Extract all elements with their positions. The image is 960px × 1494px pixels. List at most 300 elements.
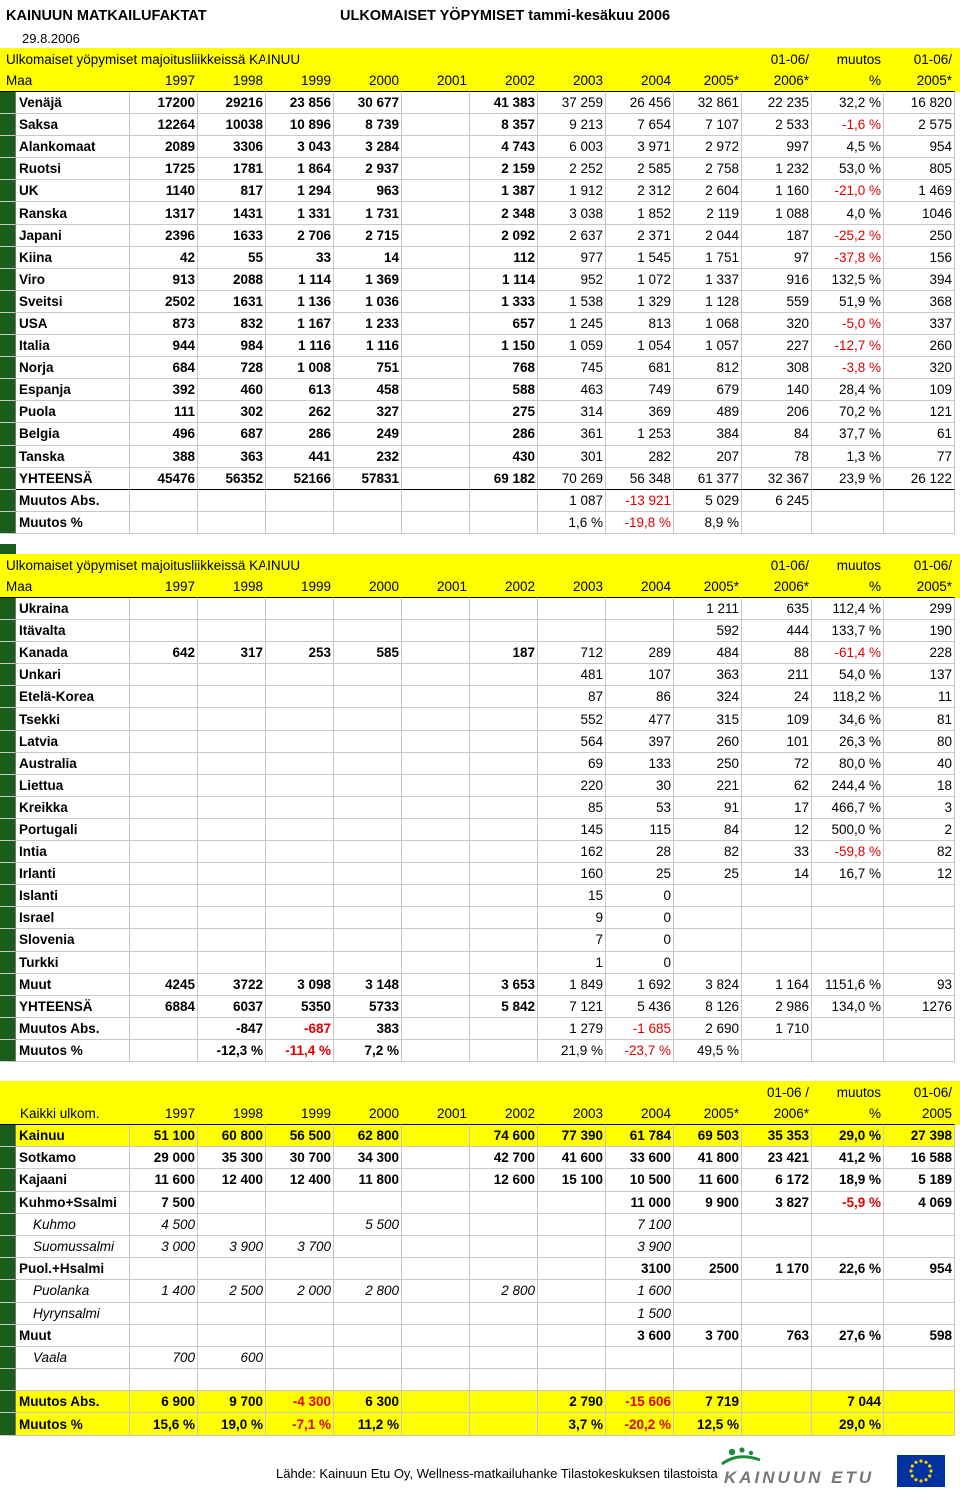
- row-marker-strip: [0, 907, 16, 929]
- data-cell: 12 400: [198, 1169, 266, 1191]
- data-cell: 1 294: [266, 180, 334, 202]
- data-cell: 1 136: [266, 291, 334, 313]
- data-cell: [334, 1369, 402, 1391]
- data-cell: [334, 907, 402, 929]
- data-cell: 6884: [130, 996, 198, 1018]
- header-cell: 01-06/: [884, 554, 955, 576]
- header-cell: 1998: [198, 70, 266, 92]
- data-cell: [402, 598, 470, 620]
- header-cell: 2005*: [674, 576, 742, 598]
- header-cell: 2002: [470, 70, 538, 92]
- data-cell: 481: [538, 664, 606, 686]
- header-cell: 2001: [402, 70, 470, 92]
- data-cell: [266, 1214, 334, 1236]
- data-cell: 16 588: [884, 1147, 955, 1169]
- data-cell: -25,2 %: [812, 225, 884, 247]
- header-cell: 1999: [266, 1103, 334, 1125]
- data-cell: 227: [742, 335, 812, 357]
- data-cell: 42: [130, 247, 198, 269]
- row-marker-strip: [0, 1214, 16, 1236]
- data-cell: [470, 775, 538, 797]
- data-cell: 10 500: [606, 1169, 674, 1191]
- data-cell: 2 500: [198, 1280, 266, 1302]
- data-cell: 250: [674, 753, 742, 775]
- row-marker-strip: [0, 202, 16, 224]
- data-cell: [130, 819, 198, 841]
- header-cell: 01-06/: [884, 48, 955, 70]
- data-cell: [742, 929, 812, 951]
- data-cell: 5 029: [674, 490, 742, 512]
- data-cell: 2 252: [538, 158, 606, 180]
- data-cell: 657: [470, 313, 538, 335]
- data-cell: 11 600: [674, 1169, 742, 1191]
- data-cell: 1 253: [606, 423, 674, 445]
- table-row: [0, 158, 960, 180]
- data-cell: [266, 731, 334, 753]
- data-cell: 10 896: [266, 114, 334, 136]
- data-cell: 29 000: [130, 1147, 198, 1169]
- table-row: [0, 1325, 960, 1347]
- data-cell: 600: [198, 1347, 266, 1369]
- data-cell: 41,2 %: [812, 1147, 884, 1169]
- data-cell: [266, 620, 334, 642]
- data-cell: [812, 1018, 884, 1040]
- data-cell: 388: [130, 446, 198, 468]
- data-cell: [198, 1258, 266, 1280]
- data-cell: 2500: [674, 1258, 742, 1280]
- data-cell: 84: [674, 819, 742, 841]
- header-cell: Maa: [6, 576, 406, 598]
- data-cell: 679: [674, 379, 742, 401]
- data-cell: [470, 708, 538, 730]
- data-cell: 1 400: [130, 1280, 198, 1302]
- data-cell: 12: [742, 819, 812, 841]
- row-label: Saksa: [16, 114, 130, 136]
- data-cell: 62 800: [334, 1125, 402, 1147]
- data-cell: [884, 1347, 955, 1369]
- data-cell: 324: [674, 686, 742, 708]
- header-cell: Ulkomaiset yöpymiset majoitusliikkeissä KAINUU: [6, 48, 406, 70]
- data-cell: 681: [606, 357, 674, 379]
- row-marker-strip: [0, 357, 16, 379]
- data-cell: [674, 1280, 742, 1302]
- row-label: Vaala: [16, 1347, 130, 1369]
- table-row: [0, 686, 960, 708]
- data-cell: 1 333: [470, 291, 538, 313]
- row-label: Muutos %: [16, 1040, 130, 1062]
- data-cell: 944: [130, 335, 198, 357]
- data-cell: 564: [538, 731, 606, 753]
- header-cell: 01-06/: [742, 554, 812, 576]
- data-cell: 3 700: [266, 1236, 334, 1258]
- data-cell: 687: [198, 423, 266, 445]
- row-marker-strip: [0, 996, 16, 1018]
- row-marker-strip: [0, 291, 16, 313]
- data-cell: -3,8 %: [812, 357, 884, 379]
- data-cell: 87: [538, 686, 606, 708]
- data-cell: 1 114: [470, 269, 538, 291]
- data-cell: [402, 1325, 470, 1347]
- data-cell: [334, 819, 402, 841]
- data-cell: 9 900: [674, 1192, 742, 1214]
- data-cell: 41 600: [538, 1147, 606, 1169]
- data-cell: [538, 1369, 606, 1391]
- data-cell: [130, 863, 198, 885]
- data-cell: 308: [742, 357, 812, 379]
- data-cell: 2 715: [334, 225, 402, 247]
- data-cell: 52166: [266, 468, 334, 490]
- row-marker-strip: [0, 974, 16, 996]
- row-label: Puolanka: [16, 1280, 130, 1302]
- data-cell: 751: [334, 357, 402, 379]
- data-cell: 61: [884, 423, 955, 445]
- data-cell: [266, 885, 334, 907]
- data-cell: [130, 1018, 198, 1040]
- header-cell: [266, 1081, 334, 1103]
- data-cell: 6037: [198, 996, 266, 1018]
- data-cell: [402, 136, 470, 158]
- data-cell: 444: [742, 620, 812, 642]
- data-cell: 118,2 %: [812, 686, 884, 708]
- data-cell: [130, 907, 198, 929]
- row-marker-strip: [0, 512, 16, 534]
- table-row: [0, 863, 960, 885]
- data-cell: 2 348: [470, 202, 538, 224]
- data-cell: 363: [198, 446, 266, 468]
- row-marker-strip: [0, 136, 16, 158]
- data-cell: 2 533: [742, 114, 812, 136]
- row-marker-strip: [0, 1369, 16, 1391]
- data-cell: 997: [742, 136, 812, 158]
- data-cell: 88: [742, 642, 812, 664]
- data-cell: [266, 929, 334, 951]
- data-cell: [470, 490, 538, 512]
- table-row: [0, 114, 960, 136]
- row-label: Muutos Abs.: [16, 1018, 130, 1040]
- data-cell: [266, 753, 334, 775]
- data-cell: 1725: [130, 158, 198, 180]
- data-cell: [402, 180, 470, 202]
- data-cell: 28,4 %: [812, 379, 884, 401]
- row-label: Italia: [16, 335, 130, 357]
- data-cell: 320: [742, 313, 812, 335]
- header-cell: 1997: [130, 1103, 198, 1125]
- data-cell: 3,7 %: [538, 1413, 606, 1435]
- data-cell: [334, 620, 402, 642]
- data-cell: [402, 423, 470, 445]
- data-cell: [606, 1369, 674, 1391]
- row-label: Islanti: [16, 885, 130, 907]
- row-marker-strip: [0, 379, 16, 401]
- row-label: Ruotsi: [16, 158, 130, 180]
- data-cell: [884, 512, 955, 534]
- row-label: Muut: [16, 1325, 130, 1347]
- data-cell: [402, 841, 470, 863]
- row-marker-strip: [0, 664, 16, 686]
- data-cell: [198, 598, 266, 620]
- data-cell: 559: [742, 291, 812, 313]
- data-cell: 1 087: [538, 490, 606, 512]
- data-cell: -12,3 %: [198, 1040, 266, 1062]
- data-cell: [470, 1413, 538, 1435]
- table-row: [0, 819, 960, 841]
- data-cell: 69: [538, 753, 606, 775]
- header-cell: 1998: [198, 1103, 266, 1125]
- data-cell: [470, 929, 538, 951]
- data-cell: [812, 1303, 884, 1325]
- data-cell: 1,3 %: [812, 446, 884, 468]
- header-cell: %: [812, 1103, 884, 1125]
- data-cell: [812, 1040, 884, 1062]
- data-cell: [884, 490, 955, 512]
- header-cell: 01-06/: [742, 48, 812, 70]
- data-cell: [812, 885, 884, 907]
- data-cell: 1 387: [470, 180, 538, 202]
- header-cell: 2004: [606, 1103, 674, 1125]
- data-cell: [538, 1347, 606, 1369]
- data-cell: [198, 1369, 266, 1391]
- data-cell: 3 653: [470, 974, 538, 996]
- data-cell: 302: [198, 401, 266, 423]
- table-row: [0, 269, 960, 291]
- data-cell: 57831: [334, 468, 402, 490]
- table-row: [0, 1391, 960, 1413]
- data-cell: 2 637: [538, 225, 606, 247]
- data-cell: [266, 1325, 334, 1347]
- data-cell: 29,0 %: [812, 1413, 884, 1435]
- row-label: Sveitsi: [16, 291, 130, 313]
- row-label: Espanja: [16, 379, 130, 401]
- data-cell: 1 088: [742, 202, 812, 224]
- data-cell: [334, 885, 402, 907]
- header-cell: [470, 48, 538, 70]
- data-cell: [470, 797, 538, 819]
- data-cell: [884, 929, 955, 951]
- data-cell: [198, 885, 266, 907]
- data-cell: 15: [538, 885, 606, 907]
- data-cell: 134,0 %: [812, 996, 884, 1018]
- header-cell: [674, 554, 742, 576]
- row-marker-strip: [0, 335, 16, 357]
- data-cell: 33: [742, 841, 812, 863]
- data-cell: 728: [198, 357, 266, 379]
- data-cell: 5 500: [334, 1214, 402, 1236]
- data-cell: 56 348: [606, 468, 674, 490]
- data-cell: 3 148: [334, 974, 402, 996]
- data-cell: 6 245: [742, 490, 812, 512]
- row-marker-strip: [0, 885, 16, 907]
- data-cell: 1 170: [742, 1258, 812, 1280]
- data-cell: [402, 1413, 470, 1435]
- table-row: [0, 291, 960, 313]
- row-label: Kreikka: [16, 797, 130, 819]
- data-cell: 37 259: [538, 92, 606, 114]
- data-cell: 26 122: [884, 468, 955, 490]
- data-cell: [130, 841, 198, 863]
- row-marker-strip: [0, 863, 16, 885]
- row-marker-strip: [0, 598, 16, 620]
- header-cell: 2003: [538, 70, 606, 92]
- row-marker-strip: [0, 1236, 16, 1258]
- header-cell: [402, 1081, 470, 1103]
- data-cell: 11 800: [334, 1169, 402, 1191]
- data-cell: 17200: [130, 92, 198, 114]
- row-marker-strip: [0, 401, 16, 423]
- row-marker-strip: [0, 819, 16, 841]
- data-cell: [402, 775, 470, 797]
- data-cell: 588: [470, 379, 538, 401]
- header-cell: [674, 48, 742, 70]
- header-cell: 01-06/: [884, 1081, 955, 1103]
- header-cell: 2000: [334, 1103, 402, 1125]
- data-cell: [402, 446, 470, 468]
- data-cell: 1 059: [538, 335, 606, 357]
- data-cell: [470, 620, 538, 642]
- data-cell: [402, 1280, 470, 1302]
- data-cell: [402, 379, 470, 401]
- data-cell: 1 054: [606, 335, 674, 357]
- data-cell: [674, 1214, 742, 1236]
- row-label: Kainuu: [16, 1125, 130, 1147]
- data-cell: 954: [884, 136, 955, 158]
- data-cell: [402, 291, 470, 313]
- row-label: UK: [16, 180, 130, 202]
- data-cell: 29216: [198, 92, 266, 114]
- row-label: Muutos Abs.: [16, 1391, 130, 1413]
- table-row: [0, 929, 960, 951]
- data-cell: 27,6 %: [812, 1325, 884, 1347]
- row-marker-strip: [0, 952, 16, 974]
- data-cell: 49,5 %: [674, 1040, 742, 1062]
- data-cell: 460: [198, 379, 266, 401]
- header-cell: 2004: [606, 70, 674, 92]
- row-label: Unkari: [16, 664, 130, 686]
- data-cell: 1 150: [470, 335, 538, 357]
- data-cell: 383: [334, 1018, 402, 1040]
- data-cell: [266, 952, 334, 974]
- data-cell: 11 000: [606, 1192, 674, 1214]
- data-cell: [470, 1236, 538, 1258]
- data-cell: 221: [674, 775, 742, 797]
- data-cell: 72: [742, 753, 812, 775]
- row-label: Alankomaat: [16, 136, 130, 158]
- row-label: Muutos %: [16, 1413, 130, 1435]
- header-cell: 2006*: [742, 1103, 812, 1125]
- header-cell: [130, 554, 198, 576]
- data-cell: [198, 863, 266, 885]
- data-cell: [884, 952, 955, 974]
- data-cell: -11,4 %: [266, 1040, 334, 1062]
- data-cell: 0: [606, 952, 674, 974]
- data-cell: 1 500: [606, 1303, 674, 1325]
- data-cell: [470, 664, 538, 686]
- data-cell: [742, 1347, 812, 1369]
- data-cell: [470, 841, 538, 863]
- header-cell: 1997: [130, 576, 198, 598]
- table-row: [0, 1347, 960, 1369]
- data-cell: 14: [742, 863, 812, 885]
- row-label: Norja: [16, 357, 130, 379]
- row-label: Kiina: [16, 247, 130, 269]
- data-cell: 137: [884, 664, 955, 686]
- header-cell: 2003: [538, 1103, 606, 1125]
- row-marker-strip: [0, 1303, 16, 1325]
- data-cell: [266, 686, 334, 708]
- table-row: [0, 1040, 960, 1062]
- data-cell: 21,9 %: [538, 1040, 606, 1062]
- data-cell: 2 972: [674, 136, 742, 158]
- data-cell: 1: [538, 952, 606, 974]
- table-row: [0, 1125, 960, 1147]
- header-cell: 2006*: [742, 576, 812, 598]
- data-cell: [470, 907, 538, 929]
- data-cell: 289: [606, 642, 674, 664]
- data-cell: [884, 1280, 955, 1302]
- data-cell: 4 500: [130, 1214, 198, 1236]
- data-cell: [538, 1236, 606, 1258]
- data-cell: [470, 819, 538, 841]
- data-cell: 963: [334, 180, 402, 202]
- data-cell: 4 069: [884, 1192, 955, 1214]
- data-cell: [470, 753, 538, 775]
- table-header-row: [0, 576, 960, 598]
- data-cell: 1 710: [742, 1018, 812, 1040]
- row-label: Muut: [16, 974, 130, 996]
- data-cell: [884, 885, 955, 907]
- header-cell: muutos: [812, 554, 884, 576]
- data-cell: 1140: [130, 180, 198, 202]
- table-row: [0, 841, 960, 863]
- data-cell: 7,2 %: [334, 1040, 402, 1062]
- data-cell: [130, 1040, 198, 1062]
- data-cell: 260: [884, 335, 955, 357]
- data-cell: [674, 1369, 742, 1391]
- data-cell: [266, 598, 334, 620]
- data-cell: [402, 1040, 470, 1062]
- data-cell: [266, 1303, 334, 1325]
- data-cell: -4 300: [266, 1391, 334, 1413]
- data-cell: 51,9 %: [812, 291, 884, 313]
- data-cell: [470, 1258, 538, 1280]
- row-marker-strip: [0, 313, 16, 335]
- header-cell: 1999: [266, 70, 334, 92]
- data-cell: [402, 401, 470, 423]
- data-cell: 1 008: [266, 357, 334, 379]
- data-cell: [130, 885, 198, 907]
- header-cell: [402, 48, 470, 70]
- row-marker-strip: [0, 841, 16, 863]
- data-cell: 3722: [198, 974, 266, 996]
- data-cell: 112,4 %: [812, 598, 884, 620]
- header-cell: [334, 48, 402, 70]
- data-cell: 86: [606, 686, 674, 708]
- header-cell: [198, 48, 266, 70]
- data-cell: [266, 841, 334, 863]
- data-cell: [606, 620, 674, 642]
- data-cell: 17: [742, 797, 812, 819]
- data-cell: 77: [884, 446, 955, 468]
- data-cell: 1 116: [266, 335, 334, 357]
- table-row: [0, 247, 960, 269]
- row-label: Sotkamo: [16, 1147, 130, 1169]
- data-cell: [470, 731, 538, 753]
- data-cell: 30 677: [334, 92, 402, 114]
- data-cell: [266, 1347, 334, 1369]
- data-cell: 32 367: [742, 468, 812, 490]
- data-cell: 35 353: [742, 1125, 812, 1147]
- section-table-3: [0, 1081, 960, 1436]
- table-row: [0, 379, 960, 401]
